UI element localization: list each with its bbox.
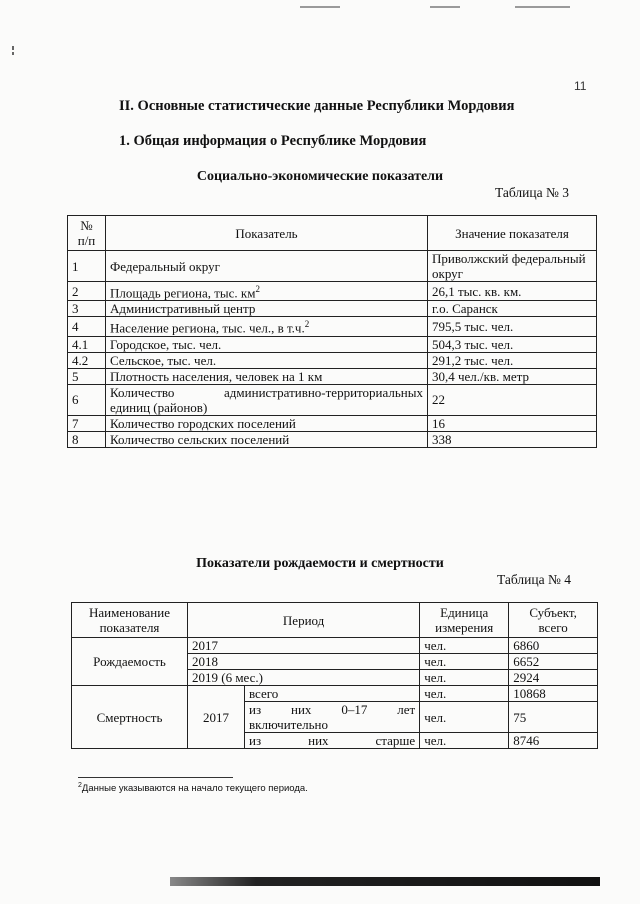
row-value: 795,5 тыс. чел.: [428, 317, 597, 336]
row-value: 291,2 тыс. чел.: [428, 352, 597, 368]
header-num: № п/п: [68, 216, 106, 251]
row-unit: чел.: [420, 702, 509, 733]
row-value: 16: [428, 415, 597, 431]
scan-artifact-dot: [12, 52, 14, 55]
row-value: 22: [428, 384, 597, 415]
row-unit: чел.: [420, 654, 509, 670]
scan-artifact-top-2: [430, 6, 460, 8]
table-row: [72, 686, 598, 702]
row-indicator: Федеральный округ: [106, 251, 428, 282]
row-value: 338: [428, 431, 597, 447]
row-period: 2018: [188, 654, 420, 670]
table-row: [68, 301, 597, 317]
table-row: [68, 368, 597, 384]
row-value: 75: [509, 702, 598, 733]
footnote-text: Данные указываются на начало текущего периода.: [81, 783, 308, 795]
row-value: 6860: [509, 638, 598, 654]
row-value: 30,4 чел./кв. метр: [428, 368, 597, 384]
footnote-mark: 2: [78, 782, 82, 789]
table4: [71, 602, 598, 749]
table-row: [68, 384, 597, 415]
scan-artifact-top-1: [300, 6, 340, 8]
table3: [67, 215, 597, 448]
table-row: [68, 415, 597, 431]
footnote: [78, 782, 308, 794]
row-indicator: Плотность населения, человек на 1 км: [106, 368, 428, 384]
death-year: 2017: [188, 686, 245, 749]
table3-caption: Социально-экономические показатели: [196, 169, 444, 184]
row-value: 8746: [509, 733, 598, 749]
table4-label: Таблица № 4: [497, 572, 571, 587]
row-value: 6652: [509, 654, 598, 670]
page-number: 11: [574, 79, 587, 93]
row-period: 2017: [188, 638, 420, 654]
header-indicator: Показатель: [106, 216, 428, 251]
row-indicator: Площадь региона, тыс. $км^2$: [106, 282, 428, 301]
header-subject: Субъект, всего: [509, 603, 598, 638]
row-indicator: Количество городских поселений: [106, 415, 428, 431]
row-period: 2019 (6 мес.): [188, 670, 420, 686]
row-unit: чел.: [420, 686, 509, 702]
row-num: 6: [68, 384, 106, 415]
row-value: Приволжский федеральный округ: [428, 251, 597, 282]
table-row: [72, 638, 598, 654]
row-num: 7: [68, 415, 106, 431]
row-sub: всего: [245, 686, 420, 702]
row-indicator: Население региона, тыс. чел., в т.ч.$^2$: [106, 317, 428, 336]
table3-header-row: [68, 216, 597, 251]
table-row: [68, 282, 597, 301]
row-indicator: Количество сельских поселений: [106, 431, 428, 447]
row-value: г.о. Саранск: [428, 301, 597, 317]
row-unit: чел.: [420, 638, 509, 654]
row-indicator: Количество административно-территориальных единиц (районов): [106, 384, 428, 415]
row-num: 1: [68, 251, 106, 282]
header-name: Наименование показателя: [72, 603, 188, 638]
section-title: II. Основные статистические данные Республики Мордовия: [119, 98, 515, 114]
table4-caption: Показатели рождаемости и смертности: [196, 556, 444, 571]
table-row: [68, 251, 597, 282]
table3-label: Таблица № 3: [495, 185, 569, 200]
row-num: 4.1: [68, 336, 106, 352]
birth-name: Рождаемость: [72, 638, 188, 686]
header-value: Значение показателя: [428, 216, 597, 251]
scan-artifact-top-3: [515, 6, 570, 8]
table-row: [68, 336, 597, 352]
table-row: [68, 352, 597, 368]
row-num: 4: [68, 317, 106, 336]
row-value: 2924: [509, 670, 598, 686]
row-unit: чел.: [420, 733, 509, 749]
row-value: 504,3 тыс. чел.: [428, 336, 597, 352]
table-row: [68, 431, 597, 447]
header-unit: Единица измерения: [420, 603, 509, 638]
table-row: [68, 317, 597, 336]
row-indicator: Сельское, тыс. чел.: [106, 352, 428, 368]
row-indicator: Городское, тыс. чел.: [106, 336, 428, 352]
subsection-title: 1. Общая информация о Республике Мордовия: [119, 133, 427, 149]
row-num: 5: [68, 368, 106, 384]
row-num: 3: [68, 301, 106, 317]
row-value: 10868: [509, 686, 598, 702]
row-num: 8: [68, 431, 106, 447]
row-unit: чел.: [420, 670, 509, 686]
row-num: 4.2: [68, 352, 106, 368]
scan-artifact-dot: [12, 46, 14, 50]
scan-artifact-bottom-bar: [170, 877, 600, 886]
row-sub: из них старше: [245, 733, 420, 749]
row-sub: из них 0–17 лет включительно: [245, 702, 420, 733]
row-num: 2: [68, 282, 106, 301]
header-period: Период: [188, 603, 420, 638]
row-value: 26,1 тыс. кв. км.: [428, 282, 597, 301]
table4-header-row: [72, 603, 598, 638]
footnote-separator: [78, 777, 233, 778]
death-name: Смертность: [72, 686, 188, 749]
row-indicator: Административный центр: [106, 301, 428, 317]
